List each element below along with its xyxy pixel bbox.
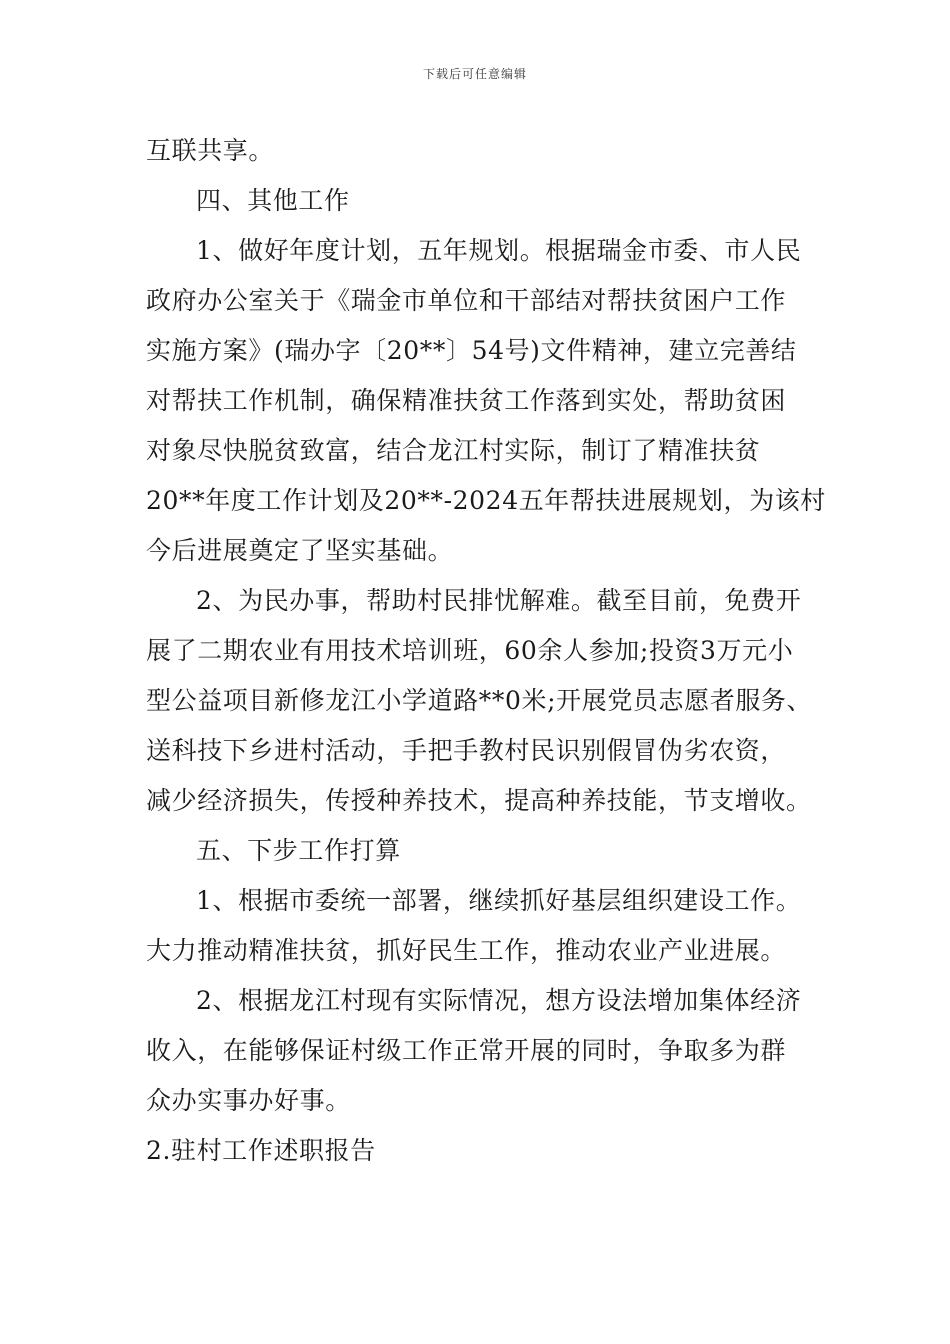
body-line: 大力推动精准扶贫，抓好民生工作，推动农业产业进展。 xyxy=(146,936,787,965)
body-line: 20**年度工作计划及20**-2024五年帮扶进展规划，为该村 xyxy=(146,486,826,515)
body-line: 实施方案》(瑞办字〔20**〕54号)文件精神，建立完善结 xyxy=(146,336,797,365)
paragraph-first-line: 2、根据龙江村现有实际情况，想方设法增加集体经济 xyxy=(196,986,802,1015)
body-line: 减少经济损失，传授种养技术，提高种养技能，节支增收。 xyxy=(146,786,812,815)
body-line: 展了二期农业有用技术培训班，60余人参加;投资3万元小 xyxy=(146,636,794,665)
body-line: 众办实事办好事。 xyxy=(146,1086,351,1115)
paragraph-first-line: 1、做好年度计划，五年规划。根据瑞金市委、市人民 xyxy=(196,236,802,265)
section-heading: 五、下步工作打算 xyxy=(196,836,401,865)
body-line: 对象尽快脱贫致富，结合龙江村实际，制订了精准扶贫 xyxy=(146,436,761,465)
document-subtitle: 2.驻村工作述职报告 xyxy=(146,1136,376,1165)
paragraph-first-line: 2、为民办事，帮助村民排忧解难。截至目前，免费开 xyxy=(196,586,802,615)
body-line: 互联共享。 xyxy=(146,136,275,165)
body-line: 送科技下乡进村活动，手把手教村民识别假冒伪劣农资， xyxy=(146,736,787,765)
body-line: 收入，在能够保证村级工作正常开展的同时，争取多为群 xyxy=(146,1036,787,1065)
body-line: 型公益项目新修龙江小学道路**0米;开展党员志愿者服务、 xyxy=(146,686,813,715)
body-line: 政府办公室关于《瑞金市单位和干部结对帮扶贫困户工作 xyxy=(146,286,787,315)
body-line: 对帮扶工作机制，确保精准扶贫工作落到实处，帮助贫困 xyxy=(146,386,787,415)
page-header-note: 下载后可任意编辑 xyxy=(422,67,527,81)
section-heading: 四、其他工作 xyxy=(196,186,350,215)
body-line: 今后进展奠定了坚实基础。 xyxy=(146,536,454,565)
document-body xyxy=(146,126,826,1176)
paragraph-first-line: 1、根据市委统一部署，继续抓好基层组织建设工作。 xyxy=(196,886,802,915)
